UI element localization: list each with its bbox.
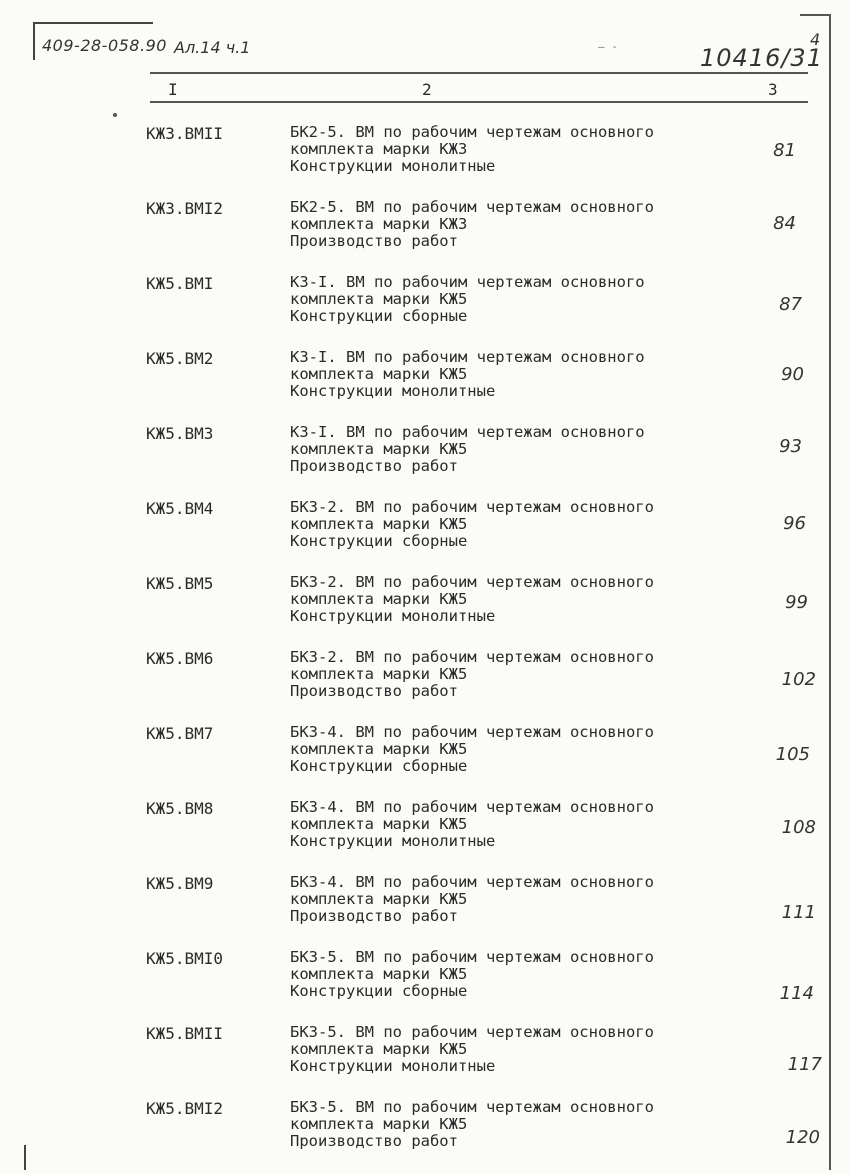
sheet-code: КЖ5.ВМ3 bbox=[146, 424, 214, 443]
table-row bbox=[0, 799, 850, 874]
description-line-2: комплекта марки КЖ5 bbox=[290, 590, 468, 608]
sheet-description bbox=[290, 874, 654, 925]
sheet-description bbox=[290, 274, 645, 325]
description-line-2: комплекта марки КЖ5 bbox=[290, 740, 468, 758]
sheet-description bbox=[290, 499, 654, 550]
page-ref: 114 bbox=[779, 983, 814, 1004]
sheet-code: КЖ5.ВМ4 bbox=[146, 499, 214, 518]
sheet-code: КЖ5.ВМI bbox=[146, 274, 214, 293]
table-row bbox=[0, 424, 850, 499]
description-line-3: Конструкции сборные bbox=[290, 982, 468, 1000]
page-ref: 93 bbox=[779, 436, 802, 457]
sheet-description bbox=[290, 574, 654, 625]
table-row bbox=[0, 349, 850, 424]
column-header-1: I bbox=[168, 80, 178, 99]
description-line-2: комплекта марки КЖ5 bbox=[290, 440, 468, 458]
table-row bbox=[0, 124, 850, 199]
sheet-description bbox=[290, 649, 654, 700]
description-line-2: комплекта марки КЖ5 bbox=[290, 1040, 468, 1058]
page-ref: 99 bbox=[785, 592, 808, 613]
description-line-1: БК2-5. ВМ по рабочим чертежам основного bbox=[290, 123, 654, 141]
column-header-3: 3 bbox=[768, 80, 778, 99]
description-line-1: БК3-5. ВМ по рабочим чертежам основного bbox=[290, 1023, 654, 1041]
sheet-code: КЖ5.ВМ6 bbox=[146, 649, 214, 668]
sheet-description bbox=[290, 724, 654, 775]
sheet-code: КЖ5.ВМ5 bbox=[146, 574, 214, 593]
description-line-2: комплекта марки КЖ5 bbox=[290, 665, 468, 683]
description-line-3: Конструкции сборные bbox=[290, 307, 468, 325]
table-row bbox=[0, 199, 850, 274]
sheet-reference: Ал.14 ч.1 bbox=[174, 38, 251, 57]
sheet-code: КЖ5.ВМ7 bbox=[146, 724, 214, 743]
description-line-1: БК3-4. ВМ по рабочим чертежам основного bbox=[290, 873, 654, 891]
page-ref: 108 bbox=[781, 817, 816, 838]
description-line-3: Конструкции сборные bbox=[290, 532, 468, 550]
description-line-1: К3-I. ВМ по рабочим чертежам основного bbox=[290, 273, 645, 291]
description-line-2: комплекта марки КЖ5 bbox=[290, 515, 468, 533]
page-ref: 120 bbox=[785, 1127, 820, 1148]
description-line-1: БК3-4. ВМ по рабочим чертежам основного bbox=[290, 723, 654, 741]
page-ref: 102 bbox=[781, 669, 816, 690]
table-header-top-rule bbox=[150, 72, 808, 74]
description-line-2: комплекта марки КЖ5 bbox=[290, 965, 468, 983]
margin-dot bbox=[113, 113, 117, 117]
page-ref: 96 bbox=[783, 513, 806, 534]
sheet-description bbox=[290, 1024, 654, 1075]
description-line-1: К3-I. ВМ по рабочим чертежам основного bbox=[290, 348, 645, 366]
page-ref: 84 bbox=[773, 213, 796, 234]
sheet-code: КЖ5.ВМ2 bbox=[146, 349, 214, 368]
table-row bbox=[0, 574, 850, 649]
separator-mark: — - bbox=[598, 40, 618, 53]
table-row bbox=[0, 949, 850, 1024]
table-row bbox=[0, 499, 850, 574]
description-line-3: Конструкции монолитные bbox=[290, 832, 496, 850]
table-row bbox=[0, 724, 850, 799]
sheet-code: КЖ5.ВМ9 bbox=[146, 874, 214, 893]
page-ref: 90 bbox=[781, 364, 804, 385]
sheet-description bbox=[290, 349, 645, 400]
frame-line-top bbox=[33, 22, 153, 24]
sheet-code: КЖ5.ВМII bbox=[146, 1024, 224, 1043]
page-ref: 111 bbox=[781, 902, 816, 923]
table-row bbox=[0, 1099, 850, 1174]
sheet-description bbox=[290, 199, 654, 250]
description-line-2: комплекта марки КЖ5 bbox=[290, 290, 468, 308]
description-line-2: комплекта марки КЖ3 bbox=[290, 140, 468, 158]
sheet-code: КЖ3.ВМII bbox=[146, 124, 224, 143]
description-line-2: комплекта марки КЖ5 bbox=[290, 365, 468, 383]
sheet-description bbox=[290, 424, 645, 475]
sheet-code: КЖ3.ВМI2 bbox=[146, 199, 224, 218]
page-ref: 87 bbox=[779, 294, 802, 315]
sheet-code: КЖ5.ВМ8 bbox=[146, 799, 214, 818]
description-line-3: Производство работ bbox=[290, 907, 458, 925]
description-line-3: Конструкции монолитные bbox=[290, 607, 496, 625]
description-line-2: комплекта марки КЖ5 bbox=[290, 1115, 468, 1133]
sheet-description bbox=[290, 124, 654, 175]
description-line-1: БК2-5. ВМ по рабочим чертежам основного bbox=[290, 198, 654, 216]
description-line-3: Производство работ bbox=[290, 1132, 458, 1150]
description-line-2: комплекта марки КЖ5 bbox=[290, 815, 468, 833]
description-line-3: Конструкции монолитные bbox=[290, 382, 496, 400]
description-line-2: комплекта марки КЖ5 bbox=[290, 890, 468, 908]
description-line-3: Конструкции монолитные bbox=[290, 1057, 496, 1075]
table-header-bottom-rule bbox=[150, 101, 808, 103]
description-line-1: БК3-2. ВМ по рабочим чертежам основного bbox=[290, 498, 654, 516]
document-code: 409-28-058.90 bbox=[42, 36, 167, 55]
description-line-3: Конструкции монолитные bbox=[290, 157, 496, 175]
sheet-code: КЖ5.ВМI2 bbox=[146, 1099, 224, 1118]
description-line-3: Производство работ bbox=[290, 682, 458, 700]
frame-line-top-right bbox=[800, 14, 830, 16]
description-line-3: Конструкции сборные bbox=[290, 757, 468, 775]
column-header-2: 2 bbox=[422, 80, 432, 99]
sheet-description bbox=[290, 1099, 654, 1150]
sheet-description bbox=[290, 949, 654, 1000]
description-line-3: Производство работ bbox=[290, 457, 458, 475]
description-line-3: Производство работ bbox=[290, 232, 458, 250]
page-number: 4 bbox=[810, 30, 821, 49]
sheet-description bbox=[290, 799, 654, 850]
table-row bbox=[0, 649, 850, 724]
page-ref: 105 bbox=[775, 744, 810, 765]
description-line-1: К3-I. ВМ по рабочим чертежам основного bbox=[290, 423, 645, 441]
frame-line-left bbox=[33, 22, 35, 60]
description-line-1: БК3-2. ВМ по рабочим чертежам основного bbox=[290, 648, 654, 666]
description-line-1: БК3-2. ВМ по рабочим чертежам основного bbox=[290, 573, 654, 591]
sheet-code: КЖ5.ВМI0 bbox=[146, 949, 224, 968]
page-ref: 81 bbox=[773, 140, 796, 161]
table-row bbox=[0, 274, 850, 349]
table-row bbox=[0, 874, 850, 949]
table-row bbox=[0, 1024, 850, 1099]
page-ref: 117 bbox=[787, 1054, 822, 1075]
description-line-2: комплекта марки КЖ3 bbox=[290, 215, 468, 233]
description-line-1: БК3-5. ВМ по рабочим чертежам основного bbox=[290, 1098, 654, 1116]
description-line-1: БК3-4. ВМ по рабочим чертежам основного bbox=[290, 798, 654, 816]
description-line-1: БК3-5. ВМ по рабочим чертежам основного bbox=[290, 948, 654, 966]
inventory-number: 10416/31 bbox=[700, 44, 823, 72]
